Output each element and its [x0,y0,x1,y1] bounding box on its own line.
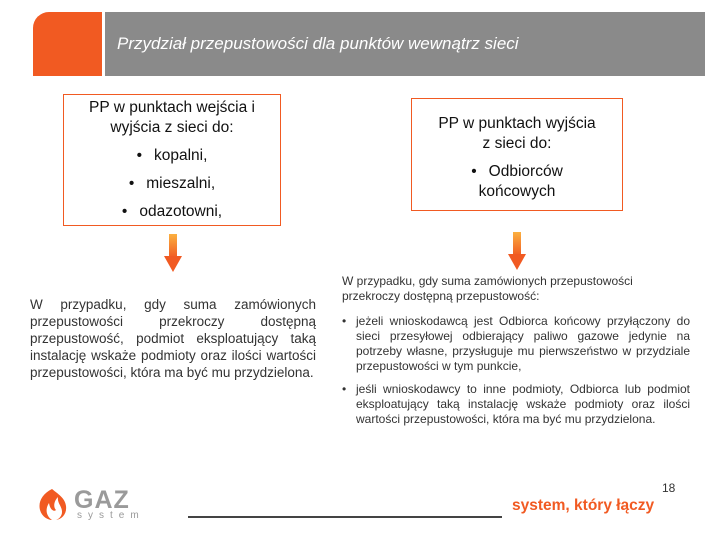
footer-tagline: system, który łączy [512,497,655,514]
left-box-heading [64,98,280,138]
flame-logo-icon [34,486,70,522]
left-box-heading-line2: wyjścia z sieci do: [110,119,234,136]
title-bar [102,12,705,76]
title-accent-block [33,12,108,76]
entry-exit-points-box [63,94,281,226]
logo-subtext: system [77,510,145,521]
left-allocation-text: W przypadku, gdy suma zamówionych przepustowości przekroczy dostępną przepustowość, podmiot eksploatujący taką instalację wskaże podmioty oraz ilości wartości przepustowości, która ma być mu przydzielona. [30,297,316,380]
page-number: 18 [662,481,676,495]
exit-points-box [411,98,623,211]
left-box-item: • odazotowni, [121,203,223,220]
left-box-heading-line1: PP w punktach wejścia i [89,99,255,116]
down-arrow-icon [508,232,526,272]
right-box-heading-line2: z sieci do: [482,135,552,152]
right-allocation-text [342,274,690,435]
logo-wordmark: GAZ [74,486,130,514]
right-box-heading-line1: PP w punktach wyjścia [438,115,596,132]
footer-divider [188,516,502,518]
right-box-item: • Odbiorców końcowych [471,163,563,200]
slide-title: Przydział przepustowości dla punktów wewnątrz sieci [117,34,519,53]
right-text-bullet: • jeśli wnioskodawcy to inne podmioty, Odbiorca lub podmiot eksploatujący taką instalację wskaże podmioty oraz ilości wartości przepustowości, która ma być mu przydzielona. [342,382,690,426]
right-text-bullet: • jeżeli wnioskodawcą jest Odbiorca końcowy przyłączony do sieci przesyłowej odbierający paliwo gazowe jedynie na potrzeby własne, przysługuje mu pierwszeństwo w przydziale przepustowości w tym punkcie, [342,314,690,373]
gaz-system-logo [34,484,184,524]
right-text-intro: W przypadku, gdy suma zamówionych przepustowości przekroczy dostępną przepustowość: [342,274,633,303]
left-box-item: • kopalni, [136,147,208,164]
right-box-heading [412,114,622,154]
down-arrow-icon [164,234,182,274]
left-box-item: • mieszalni, [128,175,216,192]
